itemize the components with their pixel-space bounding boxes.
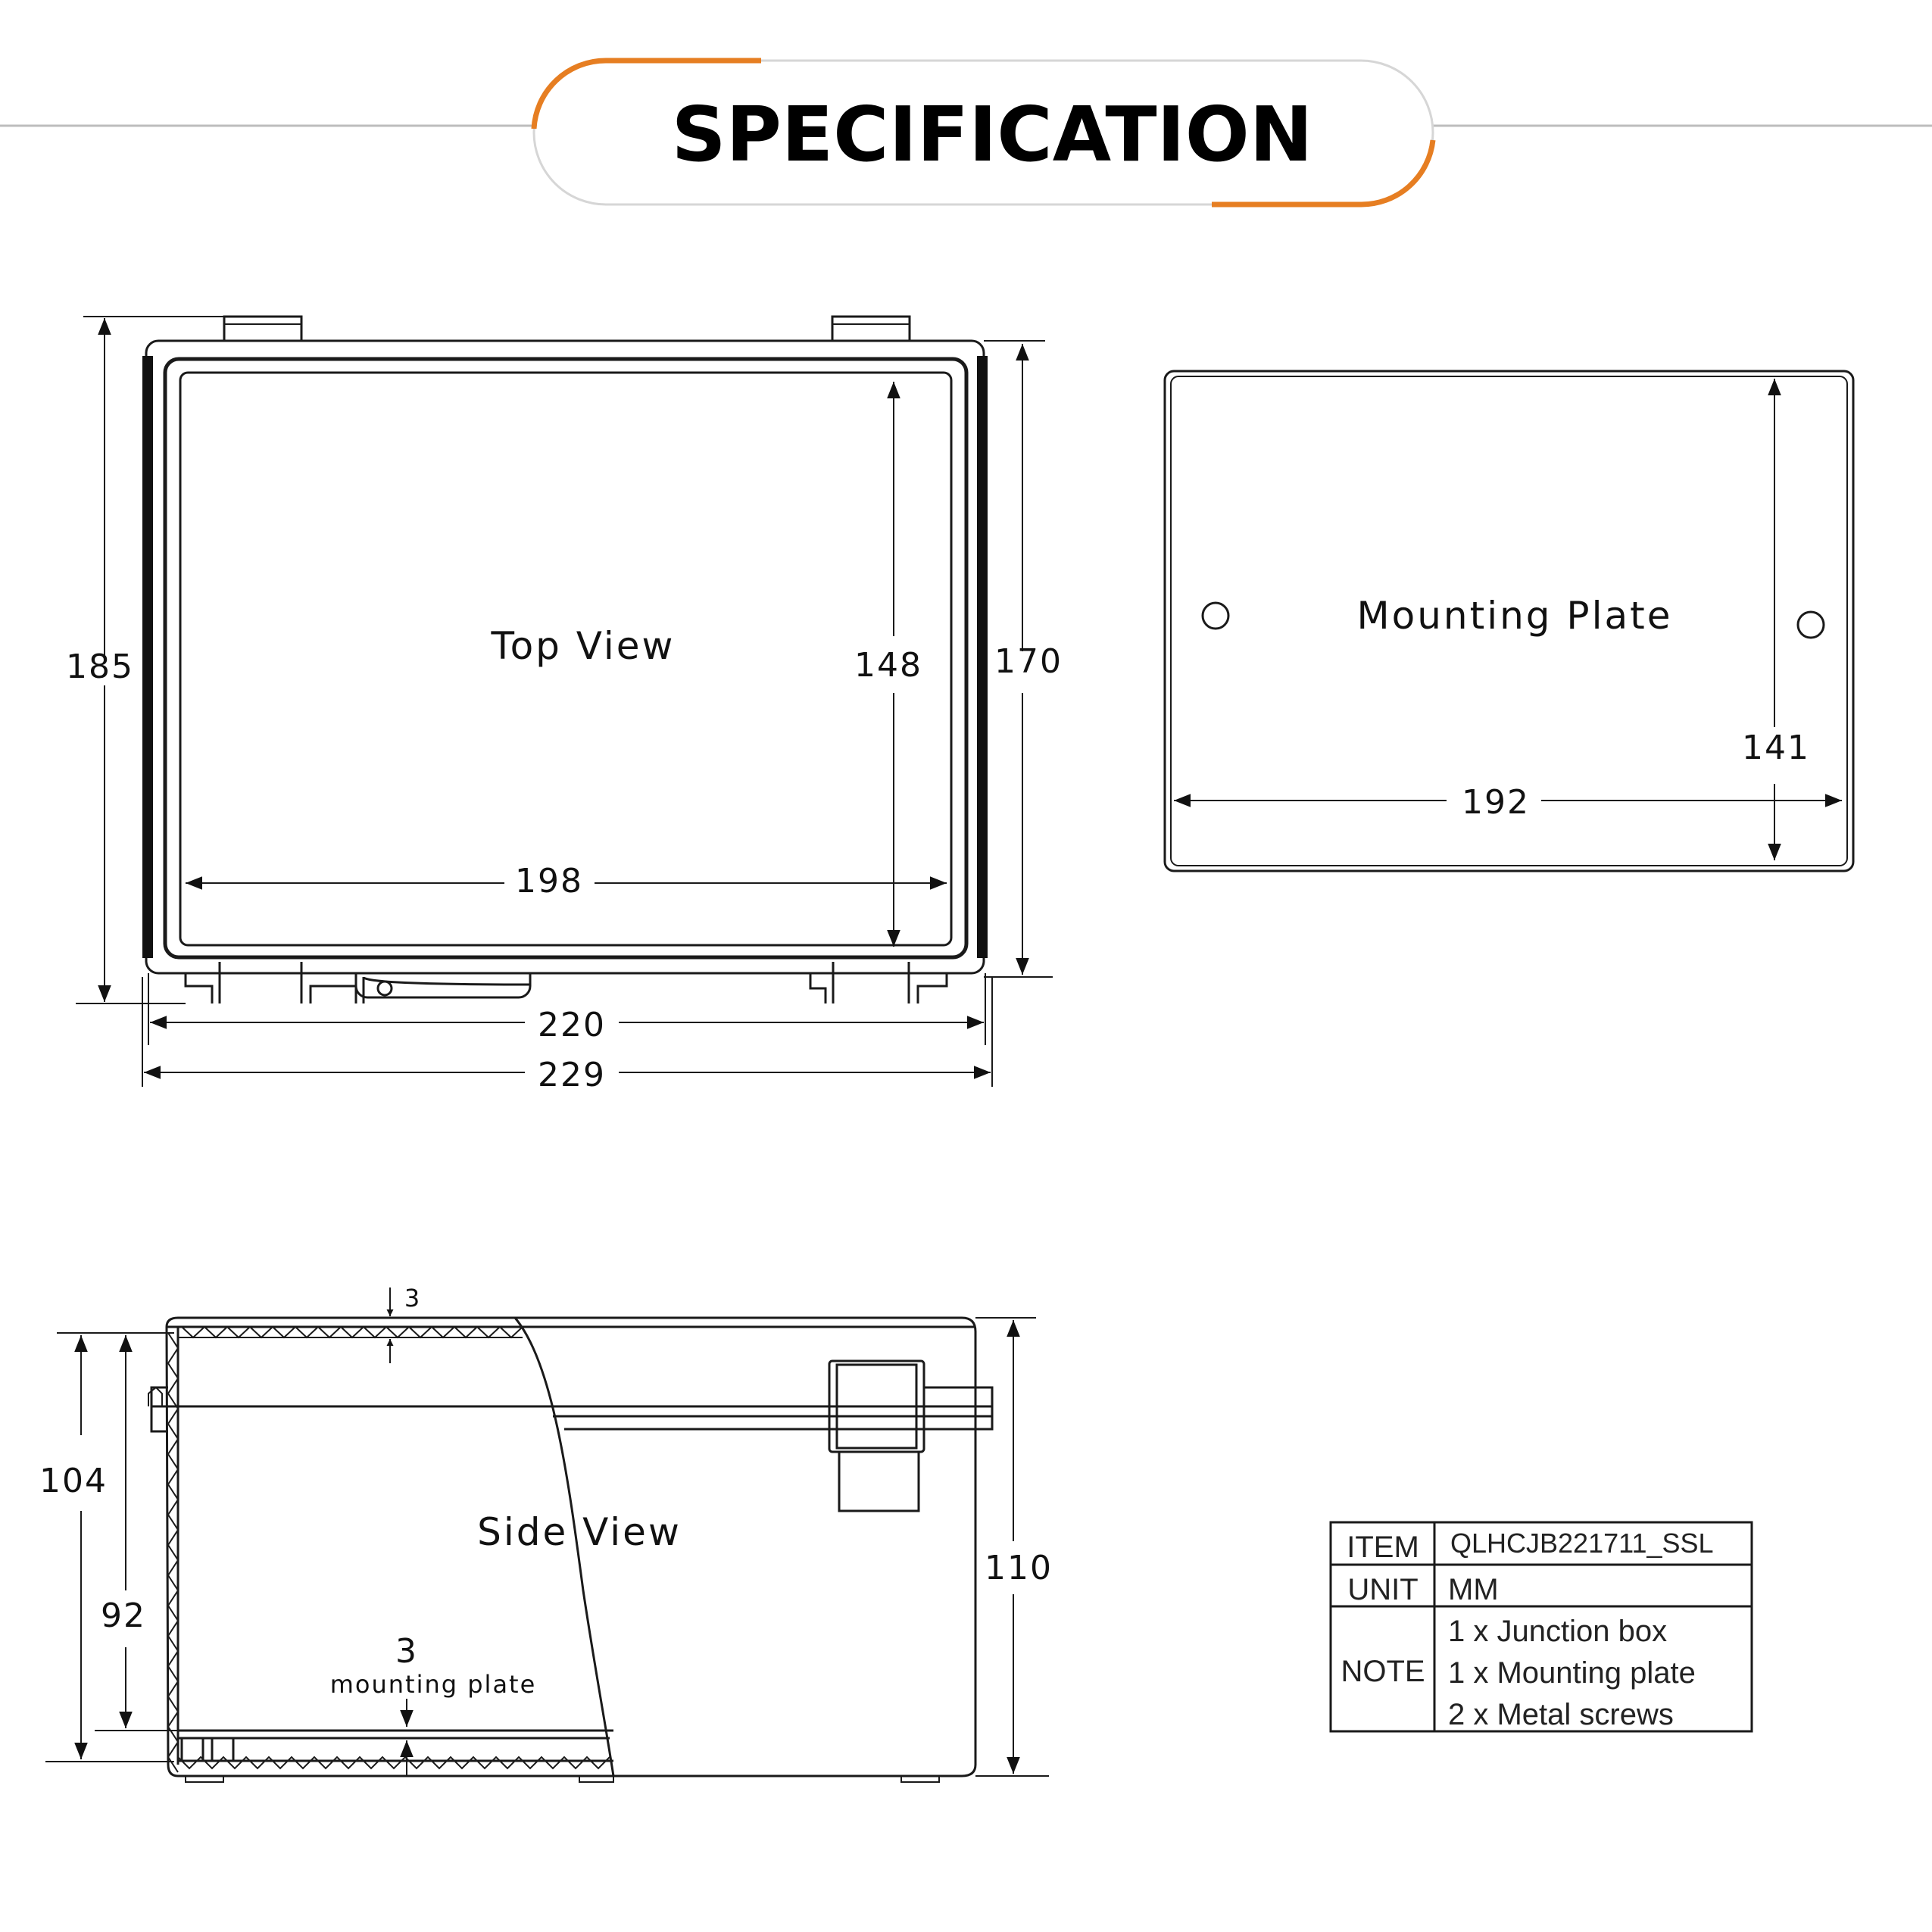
table-item-label: ITEM bbox=[1347, 1531, 1419, 1564]
side-view-label: Side View bbox=[477, 1510, 682, 1554]
table-unit-value: MM bbox=[1448, 1573, 1499, 1606]
dim-170: 170 bbox=[994, 642, 1063, 681]
dim-229: 229 bbox=[538, 1056, 606, 1094]
mounting-plate-view bbox=[1165, 371, 1853, 871]
table-note-3: 2 x Metal screws bbox=[1448, 1698, 1674, 1731]
dim-198: 198 bbox=[515, 862, 583, 900]
dim-104: 104 bbox=[39, 1462, 108, 1500]
table-unit-label: UNIT bbox=[1347, 1573, 1419, 1606]
top-hinge-right bbox=[832, 317, 910, 341]
table-note-1: 1 x Junction box bbox=[1448, 1615, 1668, 1648]
top-hinge-left bbox=[224, 317, 301, 341]
dim-148: 148 bbox=[854, 646, 922, 685]
table-note-2: 1 x Mounting plate bbox=[1448, 1656, 1696, 1690]
mounting-hole-left bbox=[1203, 603, 1228, 629]
dim-141: 141 bbox=[1742, 729, 1810, 767]
dim-plate-3: 3 bbox=[395, 1632, 418, 1671]
top-view bbox=[66, 317, 1063, 1094]
mounting-plate-label: Mounting Plate bbox=[1356, 594, 1673, 638]
dim-top-wall-3: 3 bbox=[404, 1284, 422, 1312]
mounting-plate-callout: mounting plate bbox=[329, 1670, 537, 1699]
table-item-value: QLHCJB221711_SSL bbox=[1450, 1528, 1714, 1559]
mounting-hole-right bbox=[1798, 612, 1824, 638]
dim-192: 192 bbox=[1462, 783, 1530, 822]
top-view-label: Top View bbox=[491, 624, 676, 668]
dim-185: 185 bbox=[66, 648, 134, 686]
dim-110: 110 bbox=[985, 1549, 1053, 1587]
table-note-label: NOTE bbox=[1341, 1655, 1425, 1688]
dim-92: 92 bbox=[101, 1596, 146, 1635]
dim-220: 220 bbox=[538, 1006, 606, 1044]
header bbox=[0, 61, 1932, 204]
side-view bbox=[39, 1284, 1053, 1782]
spec-table bbox=[1331, 1522, 1752, 1731]
top-gasket-right bbox=[977, 356, 988, 958]
top-gasket-left bbox=[142, 356, 153, 958]
page-title: SPECIFICATION bbox=[671, 90, 1313, 179]
